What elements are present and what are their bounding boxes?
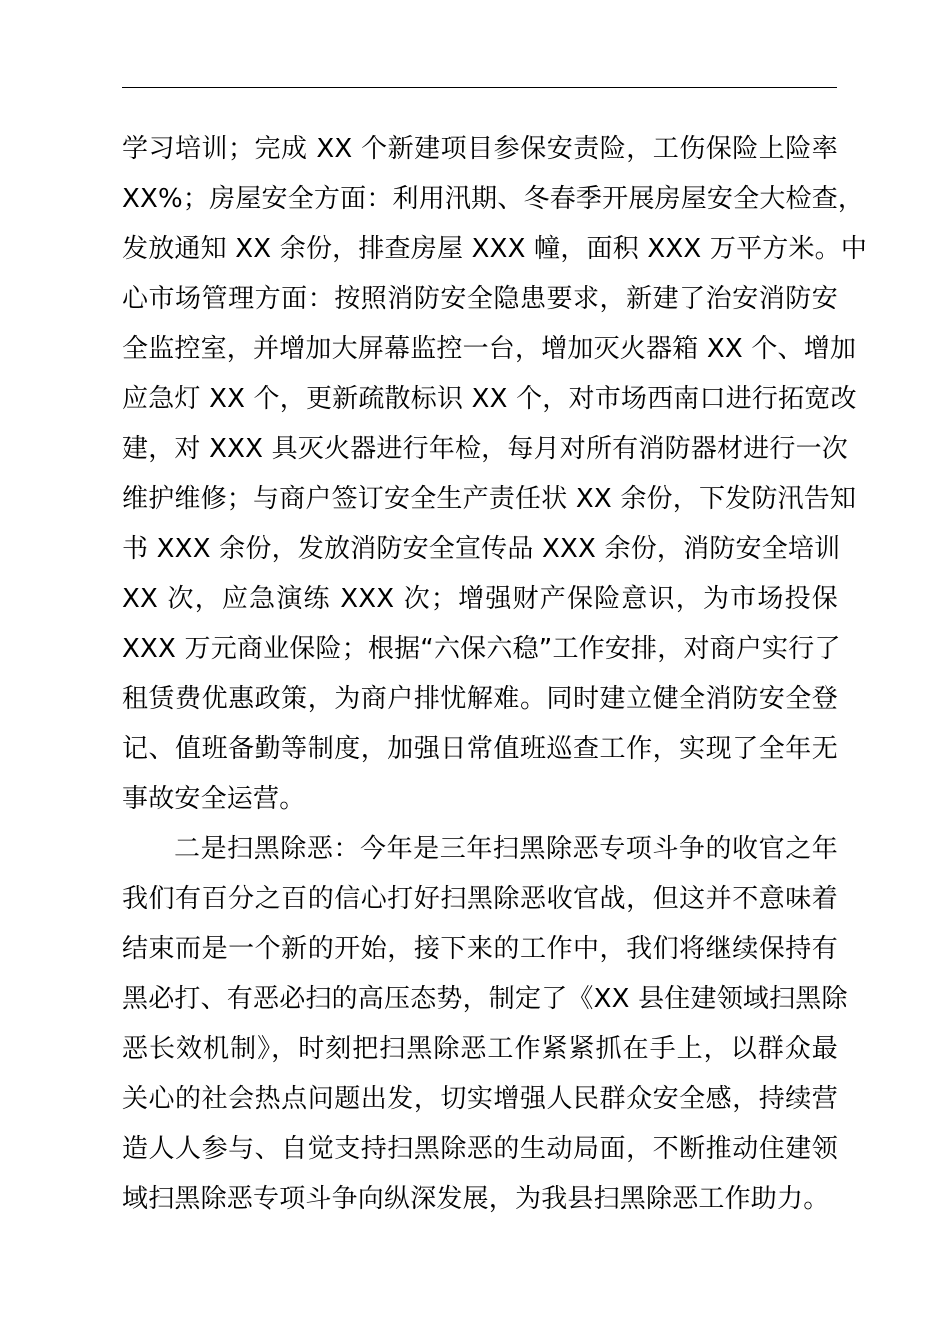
text-line: 造人人参与、自觉支持扫黑除恶的生动局面，不断推动住建领 <box>122 1134 838 1164</box>
text-line: 结束而是一个新的开始，接下来的工作中，我们将继续保持有 <box>122 934 838 964</box>
text-line: XXX 万元商业保险；根据“六保六稳”工作安排，对商户实行了 <box>122 634 841 664</box>
text-line: 我们有百分之百的信心打好扫黑除恶收官战，但这并不意味着 <box>122 884 838 914</box>
text-line: 维护维修；与商户签订安全生产责任状 XX 余份，下发防汛告知 <box>122 484 857 514</box>
text-line: XX%；房屋安全方面：利用汛期、冬春季开展房屋安全大检查， <box>122 184 865 214</box>
text-line: 书 XXX 余份，发放消防安全宣传品 XXX 余份，消防安全培训 <box>122 534 841 564</box>
text-line: 应急灯 XX 个，更新疏散标识 XX 个，对市场西南口进行拓宽改 <box>122 384 857 414</box>
text-line: 建，对 XXX 具灭火器进行年检，每月对所有消防器材进行一次 <box>122 434 848 464</box>
paragraph-2 <box>122 824 848 1224</box>
text-line: 恶长效机制》，时刻把扫黑除恶工作紧紧抓在手上，以群众最 <box>122 1034 838 1064</box>
text-line: 租赁费优惠政策，为商户排忧解难。同时建立健全消防安全登 <box>122 684 838 714</box>
text-line: 关心的社会热点问题出发，切实增强人民群众安全感，持续营 <box>122 1084 838 1114</box>
paragraph-1 <box>122 124 868 824</box>
body-text <box>122 124 868 1224</box>
text-line: 域扫黑除恶专项斗争向纵深发展，为我县扫黑除恶工作助力。 <box>122 1184 830 1214</box>
text-line: 全监控室，并增加大屏幕监控一台，增加灭火器箱 XX 个、增加 <box>122 334 857 364</box>
text-line: 黑必打、有恶必扫的高压态势，制定了《XX 县住建领域扫黑除 <box>122 984 848 1014</box>
text-line: 二是扫黑除恶：今年是三年扫黑除恶专项斗争的收官之年 <box>174 834 838 864</box>
header-rule <box>122 87 837 88</box>
text-line: 心市场管理方面：按照消防安全隐患要求，新建了治安消防安 <box>122 284 838 314</box>
text-line: XX 次，应急演练 XXX 次；增强财产保险意识，为市场投保 <box>122 584 838 614</box>
text-line: 学习培训；完成 XX 个新建项目参保安责险，工伤保险上险率 <box>122 134 838 164</box>
text-line: 记、值班备勤等制度，加强日常值班巡查工作，实现了全年无 <box>122 734 838 764</box>
text-line: 发放通知 XX 余份，排查房屋 XXX 幢，面积 XXX 万平方米。中 <box>122 234 868 264</box>
text-line: 事故安全运营。 <box>122 784 306 814</box>
